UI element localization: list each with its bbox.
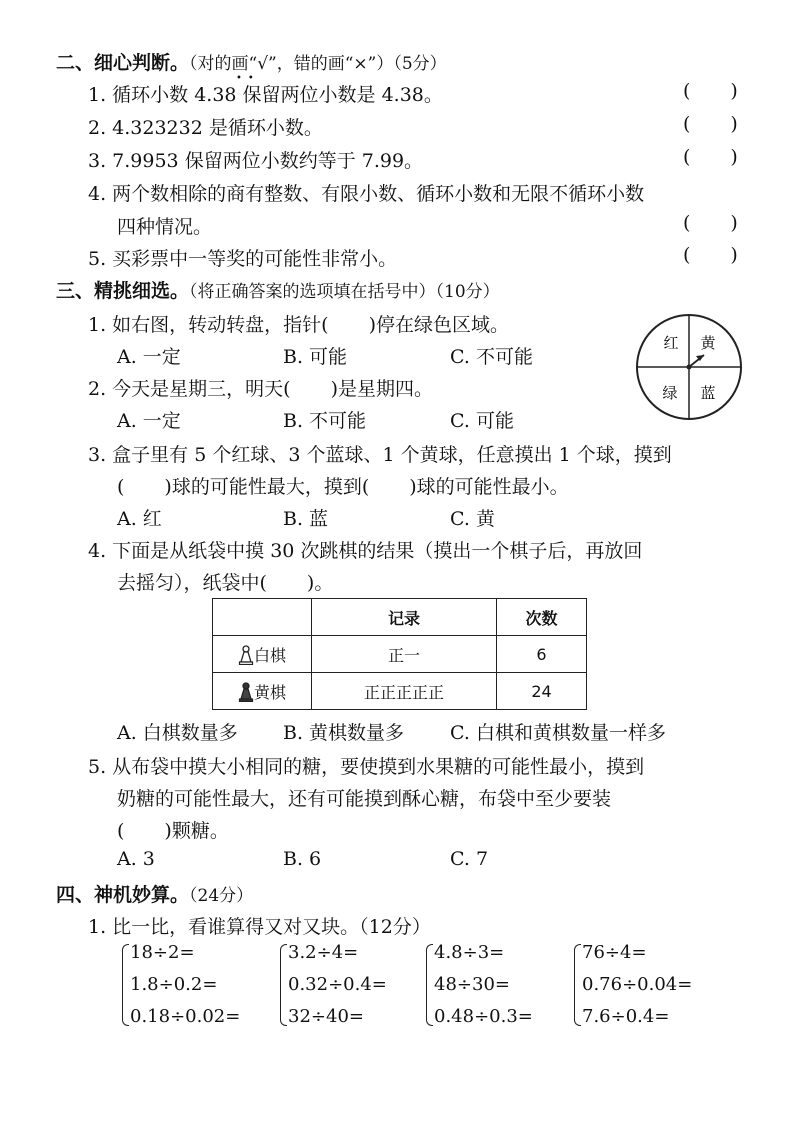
q5-option-a: A. 3 [117, 848, 155, 870]
q3-option-a: A. 红 [117, 508, 162, 530]
table-cell-record: 正一 [312, 636, 497, 673]
table-cell-label: 白棋 [213, 636, 312, 673]
white-piece-icon [238, 645, 254, 665]
answer-paren-5[interactable]: ( ) [683, 244, 738, 266]
calc-3-2: 48÷30= [434, 974, 510, 995]
choice-q2: 2. 今天是星期三，明天( )是星期四。 [88, 378, 434, 400]
table-cell-count: 6 [497, 636, 587, 673]
q5-option-c: C. 7 [450, 848, 489, 870]
repeat-dots: •• [236, 73, 260, 84]
calc-3-1: 4.8÷3= [434, 942, 505, 963]
q4-option-b: B. 黄棋数量多 [283, 722, 405, 744]
section-3-note: （将正确答案的选项填在括号中）（10分） [189, 282, 500, 302]
q1-option-b: B. 可能 [283, 346, 348, 368]
calc-1-1: 18÷2= [130, 942, 195, 963]
answer-paren-4[interactable]: ( ) [683, 212, 738, 234]
q1-option-c: C. 不可能 [450, 346, 533, 368]
q4-option-c: C. 白棋和黄棋数量一样多 [450, 722, 666, 744]
calc-4-3: 7.6÷0.4= [582, 1006, 670, 1027]
judge-item-4: 4. 两个数相除的商有整数、有限小数、循环小数和无限不循环小数 [88, 183, 645, 205]
choice-q1: 1. 如右图，转动转盘，指针( )停在绿色区域。 [88, 314, 510, 336]
calc-brace-3 [426, 944, 433, 1026]
calc-2-1: 3.2÷4= [288, 942, 359, 963]
judge-item-5: 5. 买彩票中一等奖的可能性非常小。 [88, 248, 398, 270]
choice-q3-line1: 3. 盒子里有 5 个红球、3 个蓝球、1 个黄球，任意摸出 1 个球，摸到 [88, 444, 672, 466]
table-cell-label: 黄棋 [213, 673, 312, 710]
section-3-heading [56, 276, 500, 303]
calc-q1-title: 1. 比一比，看谁算得又对又块。（12分） [88, 916, 431, 938]
calc-4-2: 0.76÷0.04= [582, 974, 693, 995]
judge-item-1: 1. 循环小数 4.38 保留两位小数是 4.38。 [88, 84, 443, 106]
calc-4-1: 76÷4= [582, 942, 647, 963]
judge-item-3: 3. 7.9953 保留两位小数约等于 7.99。 [88, 150, 424, 172]
q3-option-c: C. 黄 [450, 508, 495, 530]
q1-option-a: A. 一定 [117, 346, 181, 368]
table-header-row [213, 599, 587, 636]
section-4-note: （24分） [189, 886, 254, 906]
table-cell-record: 正正正正正 [312, 673, 497, 710]
table-row [213, 673, 587, 710]
judge-item-4-cont: 四种情况。 [117, 216, 213, 238]
section-4-heading [56, 880, 253, 907]
choice-q4-line2: 去摇匀），纸袋中( )。 [117, 572, 334, 594]
q5-option-b: B. 6 [283, 848, 322, 870]
calc-2-3: 32÷40= [288, 1006, 364, 1027]
q2-option-c: C. 可能 [450, 410, 514, 432]
table-header-empty [213, 599, 312, 636]
draw-record-table [212, 598, 587, 710]
answer-paren-3[interactable]: ( ) [683, 146, 738, 168]
spinner-red: 红 [663, 334, 679, 352]
table-cell-count: 24 [497, 673, 587, 710]
choice-q5-line1: 5. 从布袋中摸大小相同的糖，要使摸到水果糖的可能性最小，摸到 [88, 756, 645, 778]
q3-option-b: B. 蓝 [283, 508, 329, 530]
calc-3-3: 0.48÷0.3= [434, 1006, 533, 1027]
answer-paren-1[interactable]: ( ) [683, 80, 738, 102]
spinner-blue: 蓝 [700, 384, 716, 402]
choice-q5-line3: ( )颗糖。 [117, 820, 229, 842]
calc-2-2: 0.32÷0.4= [288, 974, 387, 995]
yellow-piece-icon [238, 682, 254, 702]
answer-paren-2[interactable]: ( ) [683, 113, 738, 135]
calc-brace-1 [122, 944, 129, 1026]
section-2-heading [56, 48, 447, 75]
calc-brace-2 [280, 944, 287, 1026]
calc-1-3: 0.18÷0.02= [130, 1006, 241, 1027]
table-row [213, 636, 587, 673]
q2-option-b: B. 不可能 [283, 410, 367, 432]
table-header-count: 次数 [497, 599, 587, 636]
section-4-title: 四、神机妙算。 [56, 884, 190, 906]
section-2-note: （对的画“√”，错的画“×”）（5分） [189, 54, 447, 74]
judge-item-2: 2. 4.323232 是循环小数。 [88, 117, 323, 139]
calc-1-2: 1.8÷0.2= [130, 974, 218, 995]
section-2-title: 二、细心判断。 [56, 52, 190, 74]
spinner-diagram [634, 312, 744, 422]
q4-option-a: A. 白棋数量多 [117, 722, 238, 744]
q2-option-a: A. 一定 [117, 410, 181, 432]
section-3-title: 三、精挑细选。 [56, 280, 190, 302]
choice-q3-line2: ( )球的可能性最大，摸到( )球的可能性最小。 [117, 476, 569, 498]
table-header-record: 记录 [312, 599, 497, 636]
calc-brace-4 [574, 944, 581, 1026]
spinner-yellow: 黄 [700, 334, 716, 352]
choice-q5-line2: 奶糖的可能性最大，还有可能摸到酥心糖，布袋中至少要装 [117, 788, 612, 810]
choice-q4-line1: 4. 下面是从纸袋中摸 30 次跳棋的结果（摸出一个棋子后，再放回 [88, 540, 643, 562]
spinner-green: 绿 [662, 384, 678, 402]
spinner-hub [687, 365, 692, 370]
